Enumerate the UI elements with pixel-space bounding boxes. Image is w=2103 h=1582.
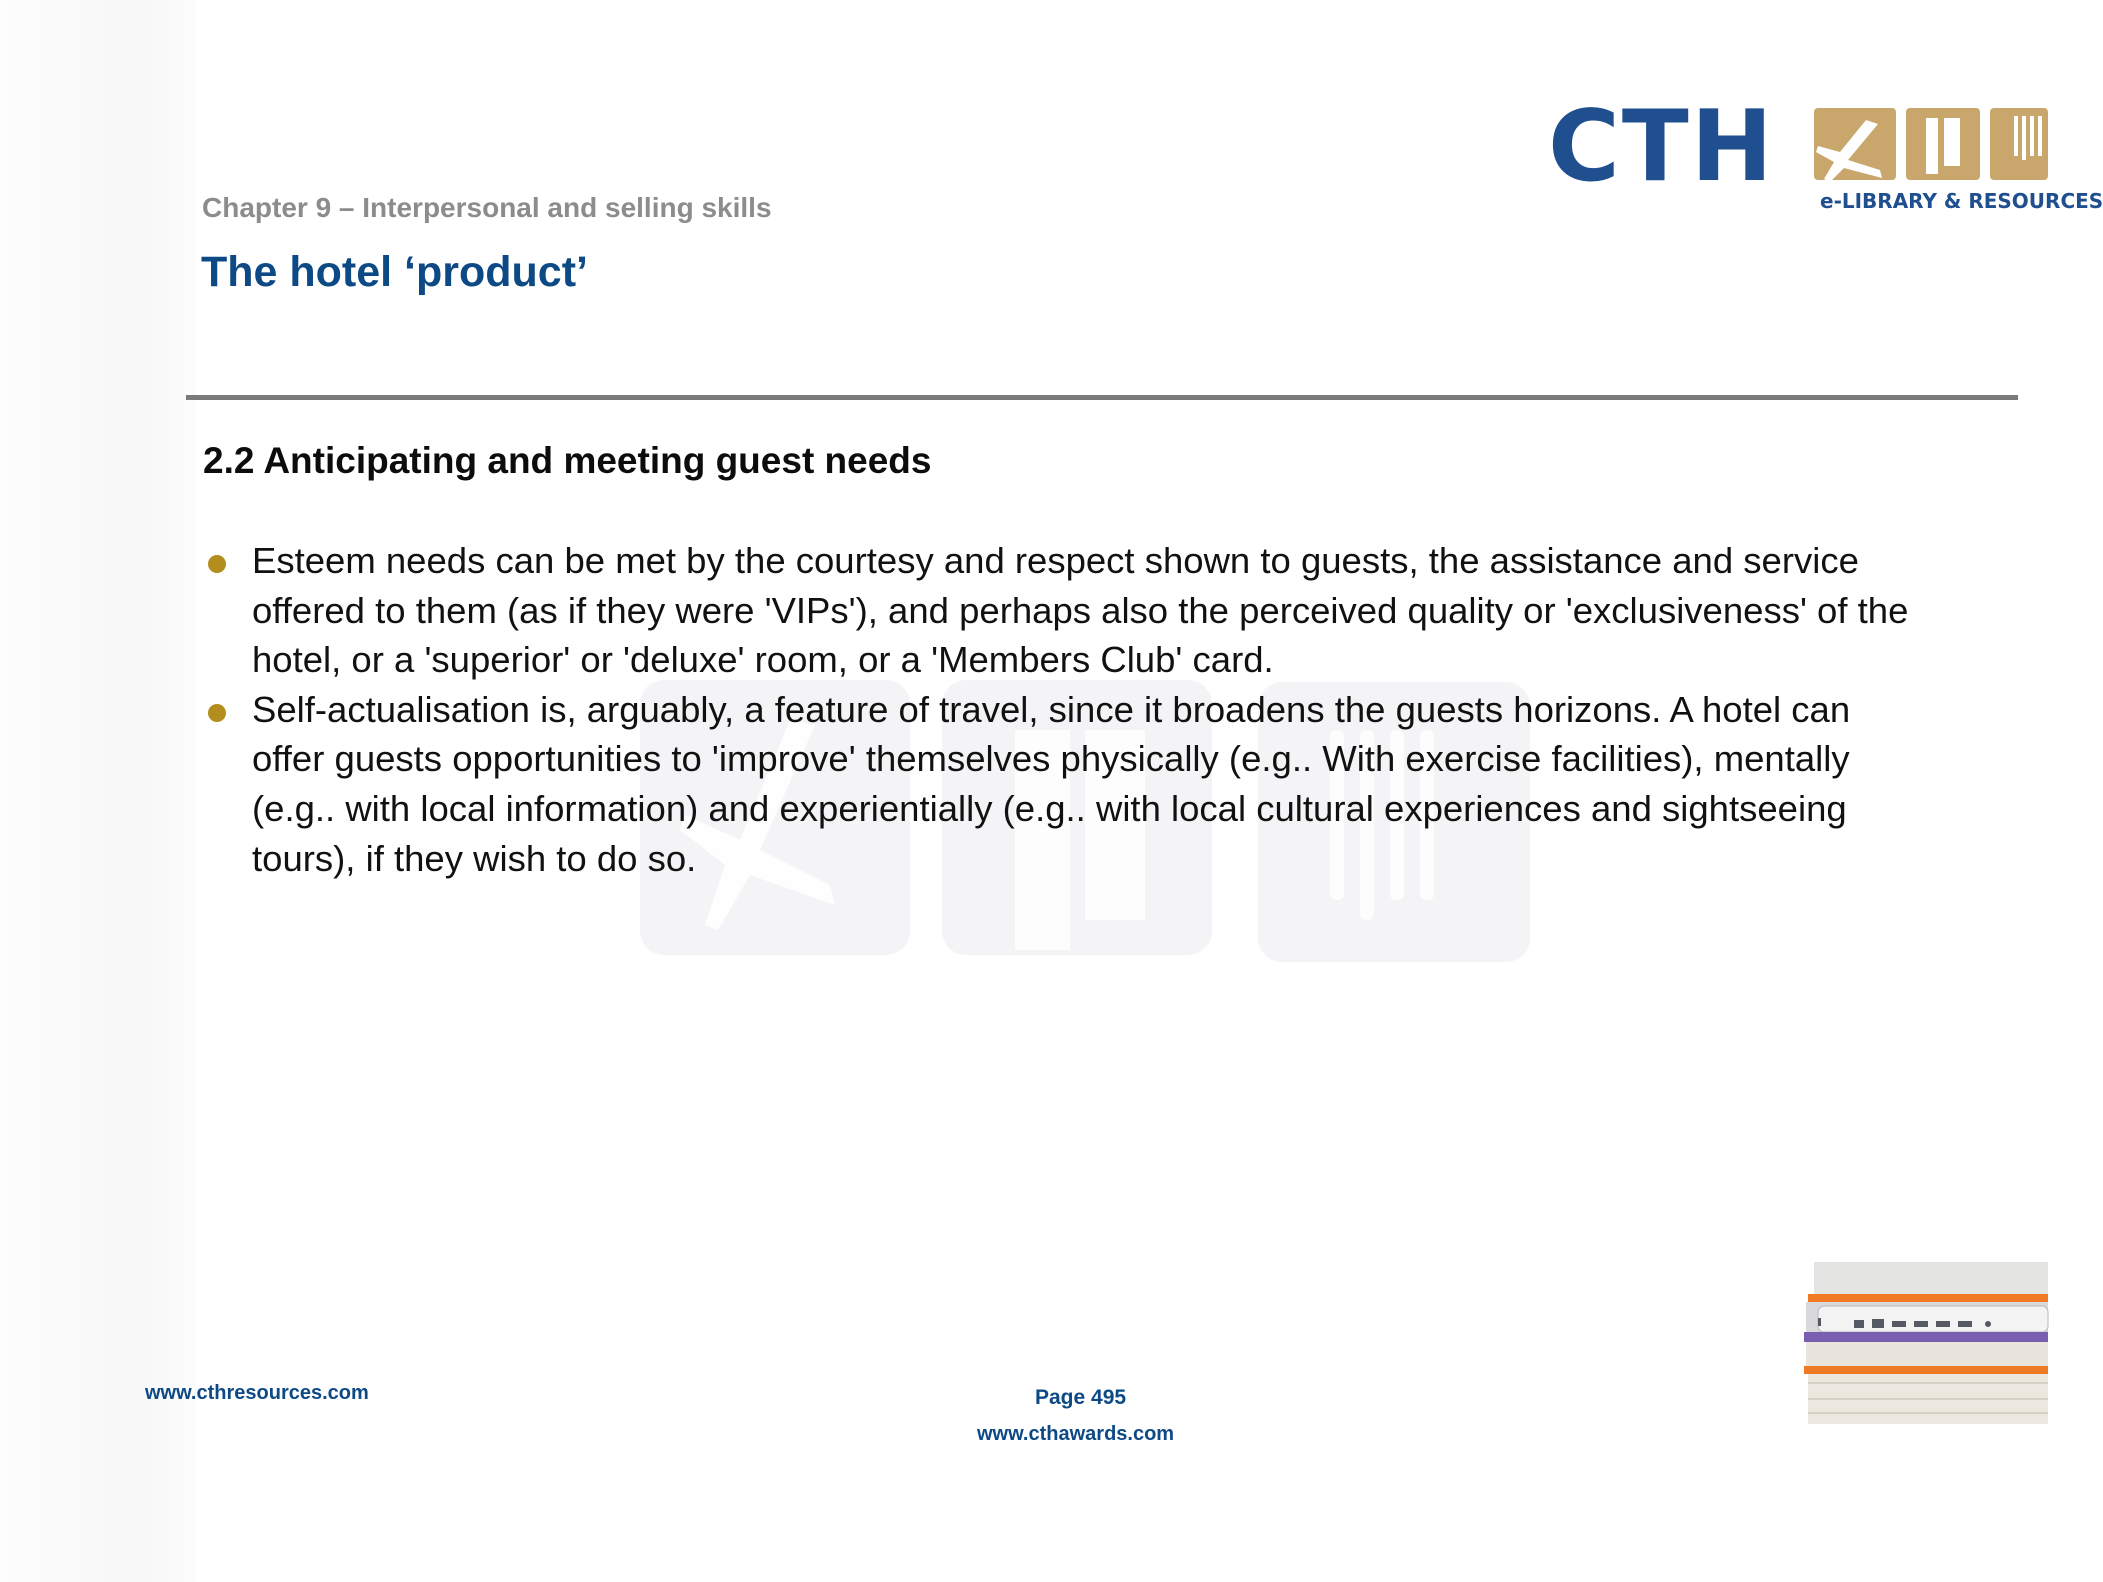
section-heading: 2.2 Anticipating and meeting guest needs	[203, 440, 932, 481]
bullet-line: hotel, or a 'superior' or 'deluxe' room, or a 'Members Club' card.	[252, 639, 1274, 681]
header-divider	[186, 395, 2018, 400]
page-title: The hotel ‘product’	[201, 248, 588, 296]
airplane-icon	[1814, 108, 1896, 182]
fork-icon	[1990, 108, 2048, 180]
bullet-dot-icon	[208, 704, 226, 722]
chapter-label: Chapter 9 – Interpersonal and selling skills	[202, 192, 772, 223]
page-edge-shade	[0, 0, 196, 1582]
bullet-line: tours), if they wish to do so.	[252, 837, 697, 879]
footer-awards-link[interactable]: www.cthawards.com	[977, 1423, 1175, 1445]
bullet-list	[200, 536, 2000, 883]
bullet-line: offer guests opportunities to 'improve' themselves physically (e.g.. With exercise facilities), mentally	[252, 738, 1850, 780]
logo-subtitle: e-LIBRARY & RESOURCES	[1820, 189, 2103, 213]
bullet-item-esteem	[200, 536, 2000, 685]
bullet-line: Self-actualisation is, arguably, a feature of travel, since it broadens the guests horizons. A hotel can	[252, 688, 1851, 730]
footer-resources-link[interactable]: www.cthresources.com	[145, 1382, 369, 1404]
page-number: Page 495	[1035, 1386, 1127, 1409]
logo-wordmark: CTH	[1548, 90, 1775, 204]
bullet-line: Esteem needs can be met by the courtesy and respect shown to guests, the assistance and service	[252, 540, 1859, 581]
hotel-door-icon	[1906, 108, 1980, 180]
bullet-line: (e.g.. with local information) and experientially (e.g.. with local cultural experiences and sightseeing	[252, 787, 1847, 829]
books-laptop-image	[1804, 1262, 2048, 1432]
bullet-line: offered to them (as if they were 'VIPs'), and perhaps also the perceived quality or 'exclusiveness' of the	[252, 589, 1909, 631]
bullet-item-self-actualisation	[200, 685, 2000, 883]
bullet-dot-icon	[208, 555, 226, 573]
